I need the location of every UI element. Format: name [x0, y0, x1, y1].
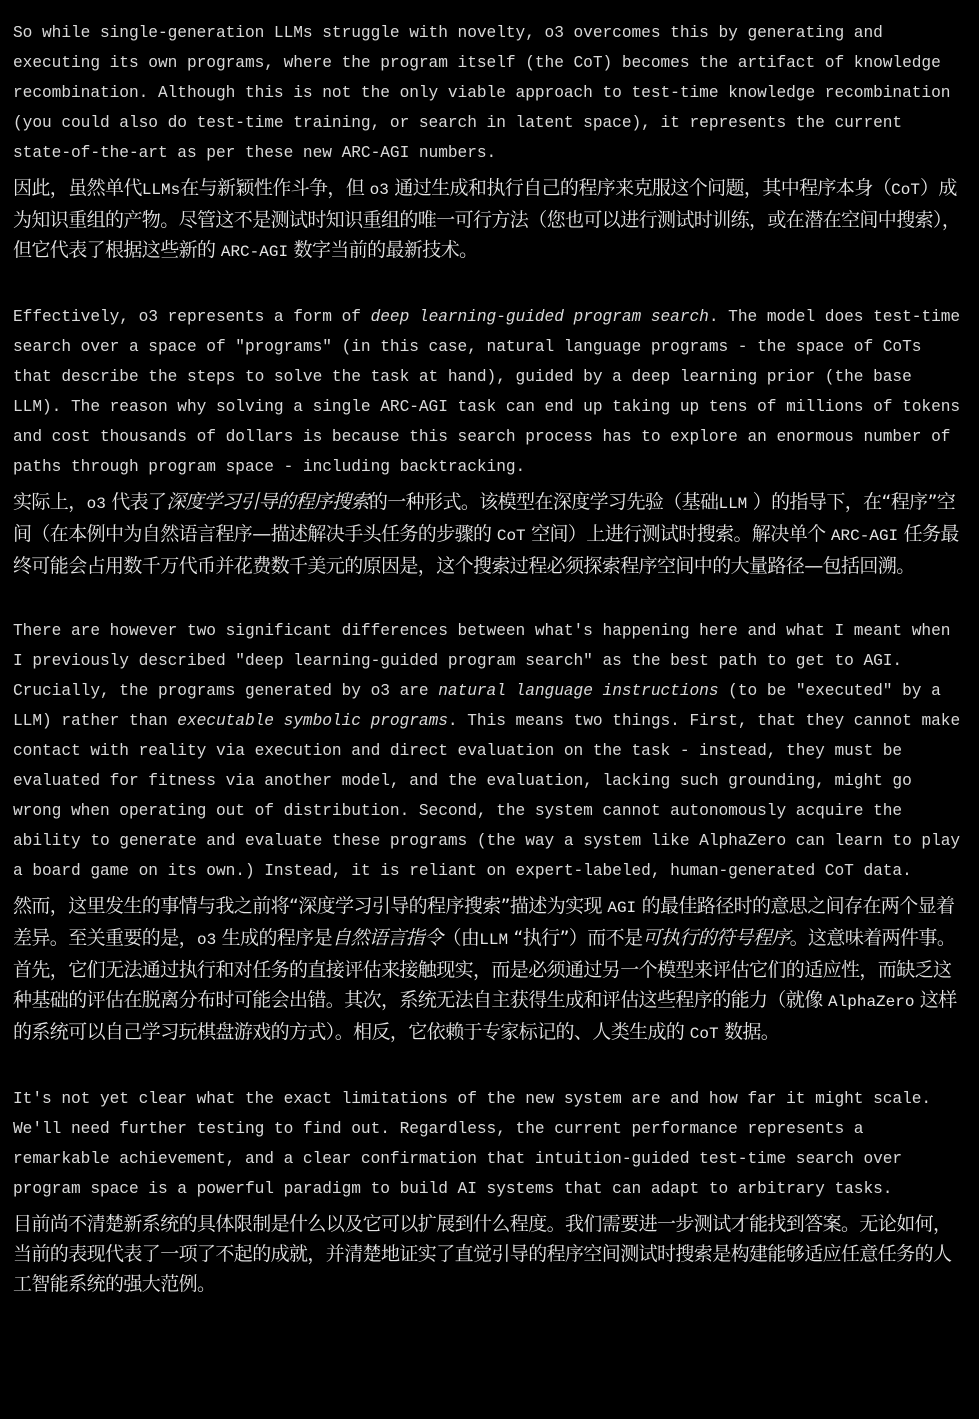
text-segment: 实际上， [13, 491, 87, 513]
text-segment: 然而，这里发生的事情与我之前将“深度学习引导的程序搜索”描述为实现 [13, 895, 608, 917]
text-segment: CoT [891, 181, 920, 199]
text-segment: 。这意味着两件事。首先，它们无法通过执行和对任务的直接评估来接触现实，而是必须通过另一个模型来评估它们的适应性，而缺乏这种基础的评估在脱离分布时可能会出错。其次，系统无法自主获得生成和评估这些程序的能力（就像 [13, 927, 956, 1011]
text-segment: AGI [607, 899, 637, 917]
text-segment: 任务最终可能会占用数千万代币并花费数千美元的原因是，这个搜索过程必须探索程序空间中的大量路径—包括回溯。 [13, 523, 959, 577]
text-segment: 代表了 [105, 491, 167, 513]
text-segment: “执行”）而不是 [508, 927, 643, 949]
text-segment: AlphaZero [828, 993, 915, 1011]
text-segment: 生成的程序是 [216, 927, 333, 949]
text-segment: 目前尚不清楚新系统的具体限制是什么以及它可以扩展到什么程度。我们需要进一步测试才能找到答案。无论如何，当前的表现代表了一项了不起的成就，并清楚地证实了直觉引导的程序空间测试时搜索是构建能够适应任意任务的人工智能系统的强大范例。 [13, 1213, 952, 1295]
text-segment: o3 [197, 931, 217, 949]
paragraph-english [13, 18, 963, 168]
text-segment: LLM [479, 931, 509, 949]
text-segment: 通过生成和执行自己的程序来克服这个问题，其中程序本身（ [388, 177, 892, 199]
text-segment: It's not yet clear what the exact limitations of the new system are and how far it might scale. We'll need further testing to find out. Regardless, the current performance represents a remarkable achievement, and a clear confirmation that intuition-guided test-time search over program space is a powerful paradigm to build AI systems that can adapt to arbitrary tasks. [13, 1090, 932, 1198]
paragraph-english [13, 1084, 963, 1204]
paragraph-english [13, 302, 963, 482]
italic-emphasis: 可执行的符号程序 [642, 927, 790, 949]
text-segment: So while single-generation LLMs struggle with novelty, o3 overcomes this by generating and executing its own programs, where the program itself (the CoT) becomes the artifact of knowledge recombination. Although this is not the only viable approach to test-time knowledge recombination (you could also do test-time training, or search in latent space), it represents the current state-of-the-art as per these new ARC-AGI numbers. [13, 24, 951, 162]
text-segment: 空间）上进行测试时搜索。解决单个 [525, 523, 831, 545]
text-segment: LLMs [141, 181, 181, 199]
italic-emphasis: natural language instructions [438, 682, 719, 700]
text-segment: (to be "executed" by a LLM) rather than [13, 682, 941, 730]
text-segment: （由 [442, 927, 480, 949]
paragraph-english [13, 616, 963, 886]
text-segment: LLM [718, 495, 748, 513]
italic-emphasis: executable symbolic programs [177, 712, 448, 730]
text-segment: CoT [689, 1025, 719, 1043]
text-segment: 在与新颖性作斗争，但 [180, 177, 370, 199]
section-3 [13, 616, 963, 1049]
text-segment: ）的指导下，在“程序”空间（在本例中为自然语言程序—描述解决手头任务的步骤的 [13, 491, 956, 545]
text-segment: . The model does test-time search over a space of "programs" (in this case, natural language programs - the space of CoTs that describe the steps to solve the task at hand), guided by a deep learning prior (the base LLM). The reason why solving a single ARC-AGI task can end up taking up tens of millions of tokens and cost thousands of dollars is because this search process has to explore an enormous number of paths through program space - including backtracking. [13, 308, 961, 476]
text-segment: 的一种形式。该模型在深度学习先验（基础 [368, 491, 719, 513]
text-segment: ARC-AGI [830, 527, 899, 545]
text-segment: 数字当前的最新技术。 [288, 239, 478, 261]
bilingual-article [13, 18, 963, 1299]
text-segment: There are however two significant differences between what's happening here and what I meant when I previously described "deep learning-guided program search" as the best path to get to AGI. Crucially, the programs generated by o3 are [13, 622, 951, 700]
text-segment: 数据。 [718, 1021, 780, 1043]
text-segment: CoT [496, 527, 526, 545]
text-segment: 因此，虽然单代 [13, 177, 142, 199]
italic-emphasis: 自然语言指令 [332, 927, 443, 949]
text-segment: . This means two things. First, that they cannot make contact with reality via execution and direct evaluation on the task - instead, they must be evaluated for fitness via another model, and the evaluation, lacking such grounding, might go wrong when operating out of distribution. Second, the system cannot autonomously acquire the ability to generate and evaluate these programs (the way a system like AlphaZero can learn to play a board game on its own.) Instead, it is reliant on expert-labeled, human-generated CoT data. [13, 712, 961, 880]
italic-emphasis: deep learning-guided program search [370, 308, 709, 326]
text-segment: ）成为知识重组的产物。尽管这不是测试时知识重组的唯一可行方法（您也可以进行测试时训练，或在潜在空间中搜索），但它代表了根据这些新的 [13, 177, 961, 261]
text-segment: 的最佳路径时的意思之间存在两个显着差异。至关重要的是， [13, 895, 955, 949]
paragraph-chinese-translation [13, 173, 963, 267]
paragraph-chinese-translation [13, 487, 963, 581]
italic-emphasis: 深度学习引导的程序搜索 [166, 491, 369, 513]
paragraph-chinese-translation [13, 1209, 963, 1299]
section-2 [13, 302, 963, 581]
section-4 [13, 1084, 963, 1299]
text-segment: Effectively, o3 represents a form of [13, 308, 371, 326]
text-segment: o3 [369, 181, 389, 199]
text-segment: ARC-AGI [220, 243, 289, 261]
text-segment: 这样的系统可以自己学习玩棋盘游戏的方式）。相反，它依赖于专家标记的、人类生成的 [13, 989, 957, 1043]
section-1 [13, 18, 963, 267]
text-segment: o3 [86, 495, 106, 513]
paragraph-chinese-translation [13, 891, 963, 1049]
